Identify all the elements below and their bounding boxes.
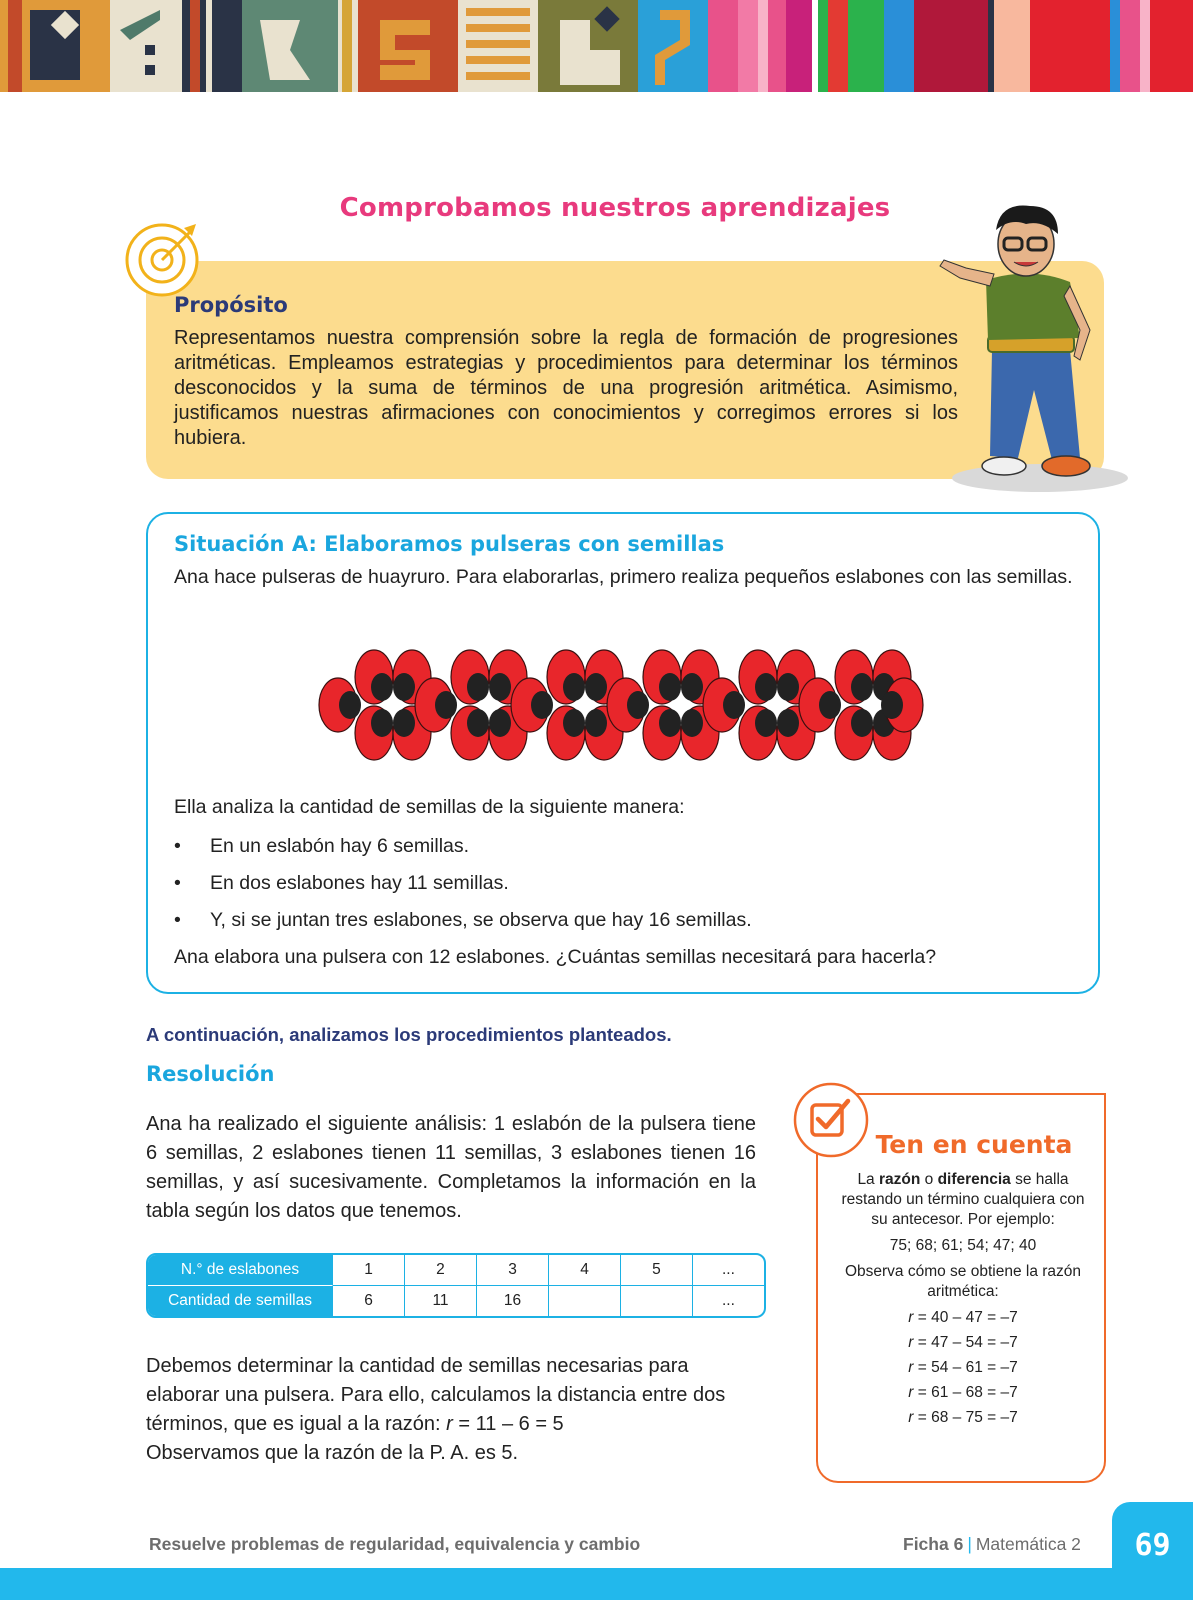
huayruro-seed (451, 650, 489, 704)
page-title: Comprobamos nuestros aprendizajes (339, 193, 891, 223)
ratio-symbol: r (446, 1413, 453, 1435)
situation-question: Ana elabora una pulsera con 12 eslabones. ¿Cuántas semillas necesitará para hacerla? (174, 946, 937, 968)
list-item-text: En dos eslabones hay 11 semillas. (210, 872, 509, 894)
huayruro-seed (355, 706, 393, 760)
tip-body (832, 1170, 1094, 1433)
huayruro-seed (835, 650, 873, 704)
progression-table (146, 1253, 766, 1318)
table-cell: 5 (621, 1255, 693, 1286)
resolution-text: Ana ha realizado el siguiente análisis: 1 eslabón de la pulsera tiene 6 semillas, 2 eslabones tienen 11 semillas, 3 eslabones tienen 16 semillas, y así sucesivamente. Completamos la información en la tabla según los datos que tenemos. (146, 1113, 756, 1222)
table-row-label: Cantidad de semillas (148, 1286, 333, 1316)
tip-formula: r = 54 – 61 = –7 (908, 1359, 1018, 1376)
table-cell: ... (693, 1255, 764, 1286)
tip-instruction: Observa cómo se obtiene la razón aritmética: (844, 1263, 1082, 1300)
resolution-heading: Resolución (146, 1062, 275, 1086)
huayruro-seed (451, 706, 489, 760)
table-row (148, 1286, 764, 1316)
tip-definition: La razón o diferencia se halla restando un término cualquiera con su antecesor. Por ejemplo: (841, 1171, 1085, 1228)
table-cell: 16 (477, 1286, 549, 1316)
huayruro-seed (703, 678, 745, 732)
checkbox-icon (792, 1081, 870, 1159)
boy-pointing-illustration (930, 200, 1130, 496)
table-cell: 1 (333, 1255, 405, 1286)
analysis-note: A continuación, analizamos los procedimientos planteados. (146, 1024, 672, 1045)
tip-heading: Ten en cuenta (875, 1130, 1073, 1159)
table-row-label: N.° de eslabones (148, 1255, 333, 1286)
tip-formula: r = 68 – 75 = –7 (908, 1409, 1018, 1426)
table-cell: 11 (405, 1286, 477, 1316)
huayruro-seed (643, 706, 681, 760)
purpose-text: Representamos nuestra comprensión sobre la regla de formación de progresiones aritméticas. Empleamos estrategias y procedimientos para determinar los términos desconocidos y la suma de términos de una progresión aritmética. Asimismo, justificamos nuestras afirmaciones con conocimientos y corregimos errores si los hubiera. (174, 327, 958, 449)
conclusion-line: Debemos determinar la cantidad de semillas necesarias para elaborar una pulsera. Para ello, calculamos la distancia entre dos términos, que es igual a la razón: (146, 1355, 726, 1435)
list-item-text: Y, si se juntan tres eslabones, se observa que hay 16 semillas. (210, 909, 752, 931)
tip-formula: r = 47 – 54 = –7 (908, 1334, 1018, 1351)
huayruro-seed (835, 706, 873, 760)
table-cell: 2 (405, 1255, 477, 1286)
list-item-text: En un eslabón hay 6 semillas. (210, 835, 470, 857)
footer-bar (0, 1568, 1193, 1600)
huayruro-seed (319, 678, 361, 732)
target-icon (124, 218, 206, 300)
list-item: • En un eslabón hay 6 semillas. (174, 835, 470, 857)
huayruro-seed (607, 678, 649, 732)
table-cell (549, 1286, 621, 1316)
huayruro-seed (355, 650, 393, 704)
table-cell (621, 1286, 693, 1316)
huayruro-seed (547, 706, 585, 760)
huayruro-seed (415, 678, 457, 732)
textile-pattern-banner (0, 0, 1193, 92)
tip-sequence: 75; 68; 61; 54; 47; 40 (889, 1237, 1037, 1254)
table-cell: 4 (549, 1255, 621, 1286)
table-cell: 3 (477, 1255, 549, 1286)
list-item: • Y, si se juntan tres eslabones, se observa que hay 16 semillas. (174, 909, 752, 931)
analysis-intro: Ella analiza la cantidad de semillas de la siguiente manera: (174, 796, 685, 818)
table-cell: 6 (333, 1286, 405, 1316)
page-number: 69 (1134, 1528, 1171, 1563)
conclusion-line: Observamos que la razón de la P. A. es 5. (146, 1442, 519, 1464)
huayruro-bracelet-illustration (312, 648, 924, 762)
huayruro-seed (547, 650, 585, 704)
conclusion-text (146, 1352, 756, 1468)
ratio-formula: = 11 – 6 = 5 (452, 1413, 564, 1435)
table-cell: ... (722, 1292, 735, 1309)
huayruro-seed (643, 650, 681, 704)
tip-formula: r = 40 – 47 = –7 (908, 1309, 1018, 1326)
purpose-heading: Propósito (174, 293, 288, 317)
tip-formula: r = 61 – 68 = –7 (908, 1384, 1018, 1401)
list-item: • En dos eslabones hay 11 semillas. (174, 872, 509, 894)
situation-heading: Situación A: Elaboramos pulseras con semillas (174, 532, 725, 556)
huayruro-seed (511, 678, 553, 732)
footer-worksheet: Ficha 6 | Matemática 2 (903, 1534, 1081, 1554)
huayruro-seed (799, 678, 841, 732)
table-row (148, 1255, 764, 1286)
footer-competence: Resuelve problemas de regularidad, equivalencia y cambio (149, 1534, 641, 1554)
huayruro-seed (739, 650, 777, 704)
huayruro-seed (739, 706, 777, 760)
situation-intro: Ana hace pulseras de huayruro. Para elaborarlas, primero realiza pequeños eslabones con las semillas. (174, 566, 1073, 588)
